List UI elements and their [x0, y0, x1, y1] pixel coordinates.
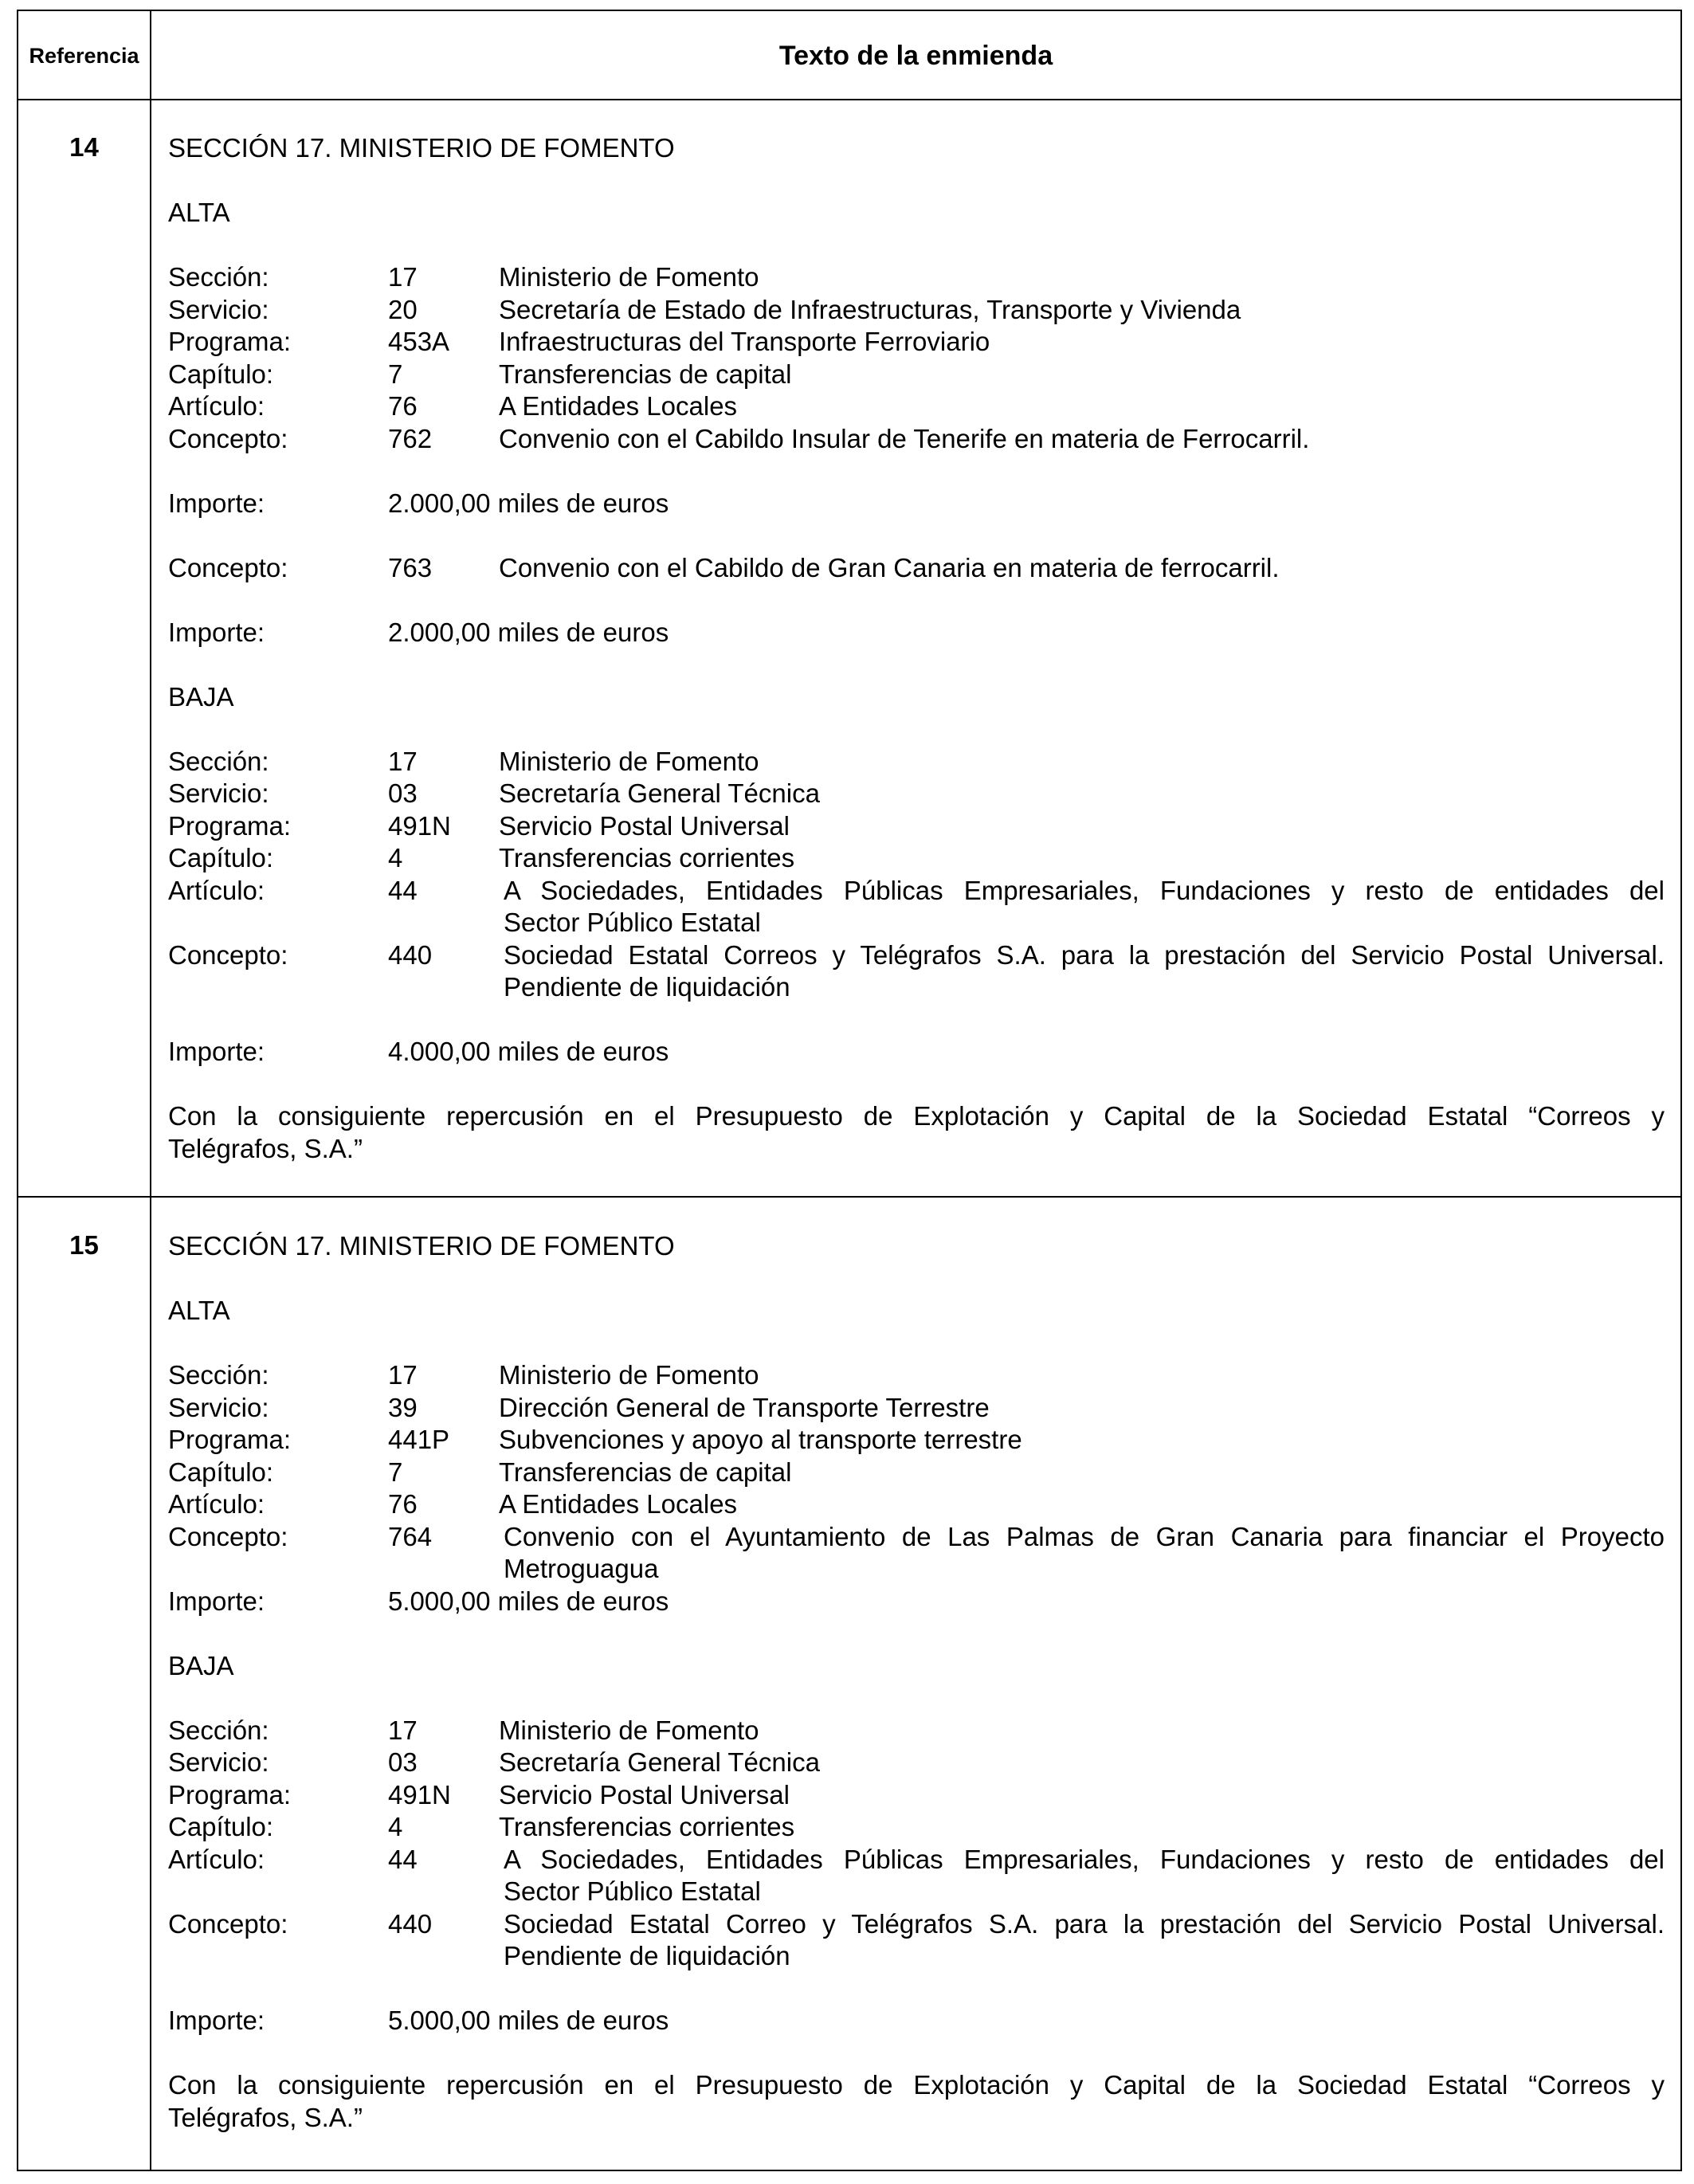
baja-capitulo-row: Capítulo: 4 Transferencias corrientes [168, 1812, 795, 1841]
amendments-table [17, 10, 1682, 2171]
baja-concepto-row: Concepto: 440 Sociedad Estatal Correo y Telégrafos S.A. para la prestación del Servicio Postal Universal. [168, 1908, 1665, 1939]
baja-concepto-row: Concepto: 440 Sociedad Estatal Correos y Telégrafos S.A. para la prestación del Servicio Postal Universal. [168, 939, 1665, 970]
alta-concepto-cont: Metroguagua [504, 1554, 659, 1583]
column-header-texto: Texto de la enmienda [778, 40, 1053, 71]
baja-servicio-row: Servicio: 03 Secretaría General Técnica [168, 1747, 820, 1777]
baja-articulo-cont: Sector Público Estatal [504, 1876, 761, 1906]
alta-seccion-row: Sección: 17 Ministerio de Fomento [168, 262, 759, 292]
alta-label: ALTA [168, 1296, 230, 1325]
alta-capitulo-row: Capítulo: 7 Transferencias de capital [168, 1457, 792, 1487]
baja-programa-row: Programa: 491N Servicio Postal Universal [168, 1779, 790, 1810]
baja-concepto-cont: Pendiente de liquidación [504, 1941, 790, 1970]
alta-label: ALTA [168, 198, 230, 227]
baja-articulo-row: Artículo: 44 A Sociedades, Entidades Públicas Empresariales, Fundaciones y resto de entidades del [168, 875, 1665, 905]
amendment-text-15 [168, 1230, 1665, 2134]
baja-articulo-row: Artículo: 44 A Sociedades, Entidades Públicas Empresariales, Fundaciones y resto de entidades del [168, 1844, 1665, 1874]
baja-importe-row: Importe: 5.000,00 miles de euros [168, 2006, 669, 2035]
baja-label: BAJA [168, 1650, 234, 1680]
alta-servicio-row: Servicio: 20 Secretaría de Estado de Infraestructuras, Transporte y Vivienda [168, 294, 1241, 324]
alta-importe-row: Importe: 2.000,00 miles de euros [168, 488, 669, 518]
repercusion-note-cont: Telégrafos, S.A.” [168, 2102, 363, 2132]
alta-articulo-row: Artículo: 76 A Entidades Locales [168, 391, 738, 421]
alta-programa-row: Programa: 441P Subvenciones y apoyo al transporte terrestre [168, 1425, 1022, 1454]
baja-concepto-cont: Pendiente de liquidación [504, 972, 790, 1002]
alta-seccion-row: Sección: 17 Ministerio de Fomento [168, 1360, 759, 1390]
baja-seccion-row: Sección: 17 Ministerio de Fomento [168, 746, 759, 776]
baja-servicio-row: Servicio: 03 Secretaría General Técnica [168, 778, 820, 808]
amendment-text-14 [168, 132, 1665, 1165]
seccion-title: SECCIÓN 17. MINISTERIO DE FOMENTO [168, 1231, 675, 1261]
alta-servicio-row: Servicio: 39 Dirección General de Transporte Terrestre [168, 1392, 990, 1422]
alta-programa-row: Programa: 453A Infraestructuras del Transporte Ferroviario [168, 327, 990, 356]
alta-capitulo-row: Capítulo: 7 Transferencias de capital [168, 359, 792, 389]
amendment-ref-14: 14 [69, 132, 99, 162]
repercusion-note-cont: Telégrafos, S.A.” [168, 1133, 363, 1163]
row-divider [18, 1196, 1680, 1198]
alta-concepto-row: Concepto: 762 Convenio con el Cabildo Insular de Tenerife en materia de Ferrocarril. [168, 423, 1310, 453]
baja-seccion-row: Sección: 17 Ministerio de Fomento [168, 1715, 759, 1745]
baja-capitulo-row: Capítulo: 4 Transferencias corrientes [168, 843, 795, 872]
repercusion-note: Con la consiguiente repercusión en el Presupuesto de Explotación y Capital de la Sociedad Estatal “Correos y [168, 2070, 1665, 2100]
alta-importe-row: Importe: 2.000,00 miles de euros [168, 617, 669, 647]
baja-programa-row: Programa: 491N Servicio Postal Universal [168, 810, 790, 841]
alta-concepto-row: Concepto: 764 Convenio con el Ayuntamiento de Las Palmas de Gran Canaria para financiar el Proyecto [168, 1521, 1665, 1551]
amendment-ref-15: 15 [69, 1230, 99, 1260]
column-header-referencia: Referencia [29, 43, 139, 68]
alta-articulo-row: Artículo: 76 A Entidades Locales [168, 1489, 738, 1519]
baja-importe-row: Importe: 4.000,00 miles de euros [168, 1037, 669, 1066]
alta-importe-row: Importe: 5.000,00 miles de euros [168, 1586, 669, 1616]
repercusion-note: Con la consiguiente repercusión en el Presupuesto de Explotación y Capital de la Sociedad Estatal “Correos y [168, 1101, 1665, 1131]
alta-concepto-row: Concepto: 763 Convenio con el Cabildo de Gran Canaria en materia de ferrocarril. [168, 552, 1280, 582]
seccion-title: SECCIÓN 17. MINISTERIO DE FOMENTO [168, 133, 675, 163]
baja-label: BAJA [168, 681, 234, 712]
column-divider [150, 11, 151, 2170]
baja-articulo-cont: Sector Público Estatal [504, 908, 761, 937]
